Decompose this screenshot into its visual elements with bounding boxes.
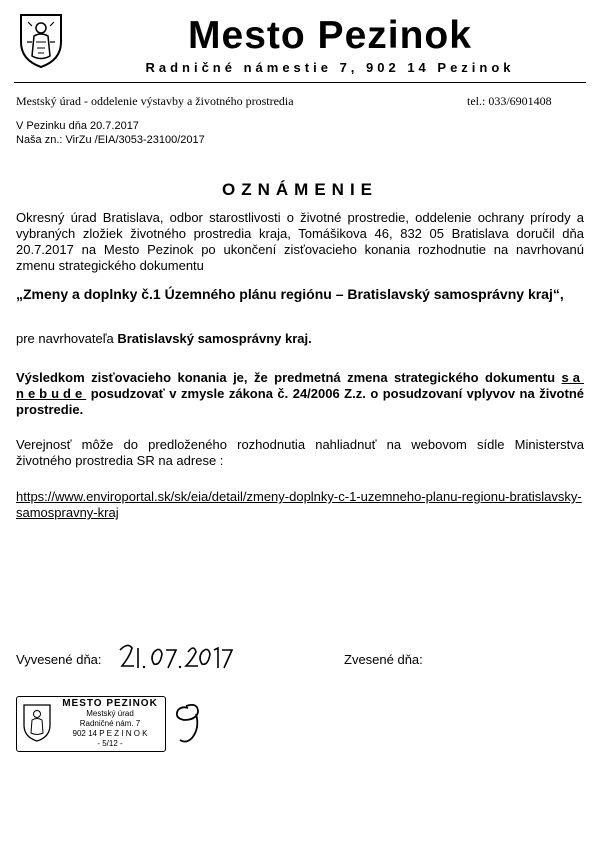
posted-date-label: Vyvesené dňa: (16, 652, 102, 667)
stamp-line-2: Radničné nám. 7 (79, 719, 141, 728)
issue-date: V Pezinku dňa 20.7.2017 (16, 120, 139, 132)
proposer-prefix: pre navrhovateľa (16, 331, 118, 346)
proposer-line (16, 331, 584, 347)
public-info-paragraph: Verejnosť môže do predloženého rozhodnutia nahliadnuť na webovom sídle Ministerstva životného prostredia SR na adrese : (16, 437, 584, 468)
city-crest-icon (18, 12, 64, 70)
result-emphasis: sa nebude (16, 370, 584, 401)
notice-paragraph-1: Okresný úrad Bratislava, odbor starostlivosti o životné prostredie, oddelenie ochrany prírody a vybraných zložiek životného prostredia kraja, Tomášikova 46, 832 05 Bratislava doručil dňa 20.7.2017 na Mesto Pezinok po ukončení zisťovacieho konania rozhodnutie na navrhovanú zmenu strategického dokumentu (16, 210, 584, 273)
handwritten-signature (166, 700, 206, 746)
office-stamp (16, 696, 166, 752)
department-name: Mestský úrad - oddelenie výstavby a životného prostredia (16, 94, 294, 108)
phone-number: tel.: 033/6901408 (467, 94, 552, 108)
stamp-crest-icon (22, 703, 52, 743)
handwritten-posted-date (116, 640, 236, 674)
reference-number: Naša zn.: VirZu /EIA/3053-23100/2017 (16, 134, 205, 146)
city-title: Mesto Pezinok (188, 14, 472, 57)
enviroportal-link[interactable]: https://www.enviroportal.sk/sk/eia/detail/zmeny-doplnky-c-1-uzemneho-planu-regionu-bratislavsky-samospravny-kraj (16, 489, 582, 520)
stamp-line-3: 902 14 P E Z I N O K (72, 729, 148, 738)
stamp-line-4: - 5/12 - (97, 739, 123, 748)
result-after: posudzovať v zmysle zákona č. 24/2006 Z.z. o posudzovaní vplyvov na životné prostredie. (16, 386, 584, 417)
result-paragraph (16, 370, 584, 418)
stamp-text (55, 699, 165, 749)
stamp-line-1: Mestský úrad (86, 709, 134, 718)
notice-heading: OZNÁMENIE (222, 180, 378, 199)
city-address: Radničné námestie 7, 902 14 Pezinok (145, 60, 515, 75)
proposer-name: Bratislavský samosprávny kraj. (117, 331, 312, 346)
header-divider (14, 82, 586, 83)
result-before: Výsledkom zisťovacieho konania je, že predmetná zmena strategického dokumentu (16, 370, 562, 385)
removed-date-label: Zvesené dňa: (344, 652, 423, 667)
stamp-title: MESTO PEZINOK (62, 698, 158, 709)
document-name: „Zmeny a doplnky č.1 Územného plánu regiónu – Bratislavský samosprávny kraj“, (16, 286, 564, 302)
